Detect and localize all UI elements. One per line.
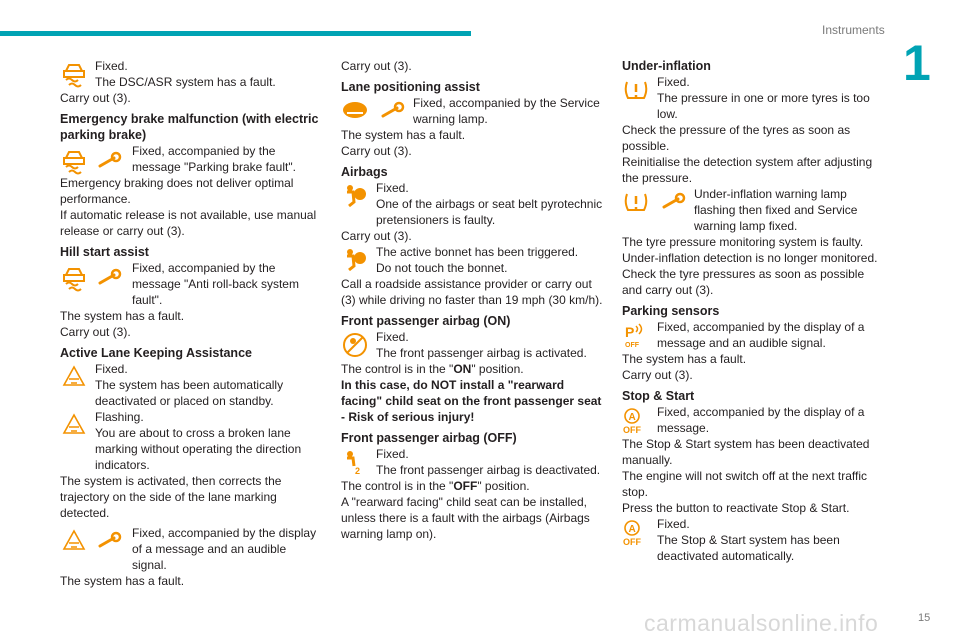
entry-text: Check the pressure of the tyres as soon as possible. — [622, 123, 851, 153]
entry-text: Under-inflation detection is no longer monitored. — [622, 251, 878, 265]
service-wrench-icon — [96, 527, 124, 555]
entry-text: The system has a fault. — [622, 352, 747, 366]
section-title: Instruments — [822, 23, 885, 37]
airbag-icon — [341, 246, 369, 274]
tpms-fault-entry — [622, 186, 884, 298]
entry-text: The active bonnet has been triggered. — [376, 245, 579, 259]
entry-text: The pressure in one or more tyres is too low. — [657, 91, 870, 121]
entry-text: The Stop & Start system has been deactivated manually. — [622, 437, 870, 467]
heading-under-inflation: Under-inflation — [622, 59, 711, 73]
entry-text: The system has a fault. — [60, 574, 185, 588]
text-span: The control is in the " — [341, 362, 454, 376]
heading-emergency-brake: Emergency brake malfunction (with electric parking brake) — [60, 112, 319, 142]
entry-text: The system has been automatically deactivated or placed on standby. — [95, 378, 284, 408]
heading-hill-start: Hill start assist — [60, 245, 149, 259]
entry-text: Fixed. — [95, 59, 128, 73]
entry-text: Fixed. — [376, 447, 409, 461]
airbag-on-entry — [341, 329, 607, 425]
stop-start-off-icon — [622, 518, 650, 546]
tyre-pressure-icon — [622, 188, 650, 216]
lane-keeping-icon — [60, 527, 88, 555]
entry-text: Emergency braking does not deliver optimal performance. — [60, 176, 294, 206]
page-number: 15 — [918, 612, 931, 624]
entry-text: The front passenger airbag is activated. — [376, 346, 587, 360]
parking-sensor-off-icon — [622, 321, 650, 349]
entry-text: Check the tyre pressures as soon as possible and carry out (3). — [622, 267, 865, 297]
entry-text: Under-inflation warning lamp flashing then fixed and Service warning lamp fixed. — [694, 187, 858, 233]
tyre-pressure-icon — [622, 76, 650, 104]
entry-text: The front passenger airbag is deactivated. — [376, 463, 601, 477]
entry-text: Fixed, accompanied by the display of a message and an audible signal. — [132, 526, 317, 572]
column-3 — [622, 58, 884, 564]
alka-fixed-entry — [60, 361, 322, 409]
entry-text: Fixed. — [657, 75, 690, 89]
entry-text: Fixed, accompanied by the message "Anti roll-back system fault". — [132, 261, 299, 307]
entry-text: Carry out (3). — [622, 368, 693, 382]
text-span: ON — [453, 362, 472, 376]
lpa-entry — [341, 95, 607, 159]
entry-text — [341, 478, 607, 494]
dsc-asr-warning-icon — [60, 147, 88, 175]
dsc-asr-warning-icon — [60, 264, 88, 292]
service-wrench-icon — [96, 147, 124, 175]
heading-airbags: Airbags — [341, 165, 388, 179]
child-seat-no-airbag-icon — [341, 331, 369, 359]
stop-start-auto-entry — [622, 516, 884, 564]
column-2 — [341, 58, 607, 542]
airbag-icon — [341, 182, 369, 210]
hill-start-entry — [60, 260, 322, 340]
chapter-number: 1 — [903, 35, 931, 91]
entry-text: Fixed, accompanied by the Service warning lamp. — [413, 96, 600, 126]
text-span: " position. — [477, 479, 530, 493]
airbags-fault-entry — [341, 180, 607, 244]
entry-text: Do not touch the bonnet. — [376, 261, 508, 275]
parking-sensors-entry — [622, 319, 884, 383]
heading-lane-positioning: Lane positioning assist — [341, 80, 480, 94]
entry-text: If automatic release is not available, use manual release or carry out (3). — [60, 208, 317, 238]
entry-text: The tyre pressure monitoring system is faulty. — [622, 235, 864, 249]
text-span: The control is in the " — [341, 479, 454, 493]
entry-text: Carry out (3). — [341, 229, 412, 243]
entry-text: Carry out (3). — [341, 59, 412, 73]
text-span: " position. — [471, 362, 524, 376]
entry-text: Fixed. — [95, 362, 128, 376]
lane-positioning-icon — [341, 97, 369, 125]
heading-front-passenger-airbag-on: Front passenger airbag (ON) — [341, 314, 511, 328]
service-wrench-icon — [660, 188, 688, 216]
lane-keeping-icon — [60, 363, 88, 391]
watermark: carmanualsonline.info — [644, 610, 879, 636]
text-span: OFF — [453, 479, 478, 493]
airbag-off-entry — [341, 446, 607, 542]
column-1 — [60, 58, 322, 589]
entry-text: Fixed, accompanied by the display of a message. — [657, 405, 865, 435]
entry-text: The DSC/ASR system has a fault. — [95, 75, 276, 89]
entry-text: Reinitialise the detection system after adjusting the pressure. — [622, 155, 873, 185]
entry-text: Press the button to reactivate Stop & Start. — [622, 501, 850, 515]
entry-text: One of the airbags or seat belt pyrotechnic pretensioners is faulty. — [376, 197, 603, 227]
entry-text: Fixed. — [376, 330, 409, 344]
service-wrench-icon — [96, 264, 124, 292]
entry-text: The system is activated, then corrects the trajectory on the side of the lane marking detected. — [60, 474, 282, 520]
service-wrench-icon — [379, 97, 407, 125]
dsc-asr-entry — [60, 58, 322, 106]
entry-text: Fixed. — [376, 181, 409, 195]
stop-start-manual-entry — [622, 404, 884, 516]
heading-front-passenger-airbag-off: Front passenger airbag (OFF) — [341, 431, 517, 445]
header-accent-bar — [0, 31, 471, 36]
alka-fault-entry — [60, 525, 322, 589]
entry-text: Carry out (3). — [341, 144, 412, 158]
airbag-off-icon — [341, 448, 369, 476]
entry-text: Carry out (3). — [60, 325, 131, 339]
emergency-brake-entry — [60, 143, 322, 239]
entry-text: Fixed, accompanied by the message "Parking brake fault". — [132, 144, 296, 174]
entry-text: The system has a fault. — [60, 309, 185, 323]
lane-keeping-icon — [60, 411, 88, 439]
entry-text: Fixed, accompanied by the display of a message and an audible signal. — [657, 320, 865, 350]
alka-flashing-entry — [60, 409, 322, 521]
entry-text: Flashing. — [95, 410, 144, 424]
heading-active-lane-keeping: Active Lane Keeping Assistance — [60, 346, 252, 360]
entry-text: The engine will not switch off at the next traffic stop. — [622, 469, 868, 499]
entry-text: Call a roadside assistance provider or carry out (3) while driving no faster than 19 mph (30 km/h). — [341, 277, 603, 307]
entry-text: Fixed. — [657, 517, 690, 531]
entry-text: The system has a fault. — [341, 128, 466, 142]
entry-text — [341, 361, 607, 377]
entry-text: Carry out (3). — [60, 91, 131, 105]
entry-text: You are about to cross a broken lane marking without operating the direction indicators. — [95, 426, 302, 472]
entry-text: The Stop & Start system has been deactivated automatically. — [657, 533, 840, 563]
dsc-asr-warning-icon — [60, 60, 88, 88]
under-inflation-entry — [622, 74, 884, 186]
heading-parking-sensors: Parking sensors — [622, 304, 720, 318]
entry-text: A "rearward facing" child seat can be installed, unless there is a fault with the airbags (Airbags warning lamp on). — [341, 495, 590, 541]
stop-start-off-icon — [622, 406, 650, 434]
heading-stop-start: Stop & Start — [622, 389, 695, 403]
safety-warning: In this case, do NOT install a "rearward facing" child seat on the front passenger seat - Risk of serious injury! — [341, 378, 602, 424]
active-bonnet-entry — [341, 244, 607, 308]
